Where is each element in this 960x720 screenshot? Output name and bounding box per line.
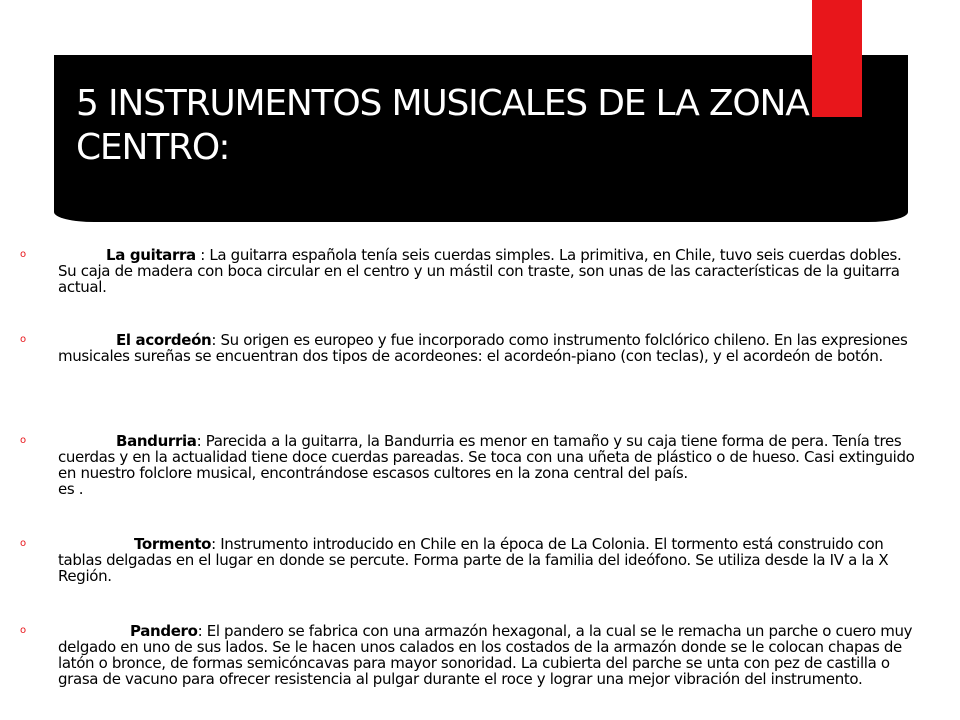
item-description: Parecida a la guitarra, la Bandurria es menor en tamaño y su caja tiene forma de pera. Tenía tres cuerdas y en la actualidad tiene doce cuerdas pareadas. Se toca con una uñeta de plástico o de hueso. Casi extinguido en nuestro folclore musical, encontrándose escasos cultores en la zona central del país. bbox=[58, 432, 915, 482]
bullet-icon: o bbox=[20, 435, 26, 446]
list-item-tormento bbox=[20, 535, 924, 585]
slide-title-line-2: CENTRO: bbox=[76, 127, 230, 168]
list-item-bandurria bbox=[20, 432, 924, 498]
slide-title-line-1: 5 INSTRUMENTOS MUSICALES DE LA ZONA bbox=[76, 83, 809, 124]
item-description: Su origen es europeo y fue incorporado como instrumento folclórico chileno. En las expresiones musicales sureñas se encuentran dos tipos de acordeones: el acordeón-piano (con teclas), y el acordeón de botón. bbox=[58, 331, 908, 365]
item-description: La guitarra española tenía seis cuerdas simples. La primitiva, en Chile, tuvo seis cuerdas dobles. Su caja de madera con boca circular en el centro y un mástil con traste, son unas de las características de la guitarra actual. bbox=[58, 246, 902, 296]
item-extra: es . bbox=[58, 480, 84, 498]
item-term: Tormento bbox=[134, 535, 212, 553]
bullet-icon: o bbox=[20, 625, 26, 636]
item-separator: : bbox=[196, 432, 206, 450]
bullet-icon: o bbox=[20, 249, 26, 260]
item-separator: : bbox=[195, 246, 210, 264]
item-term: El acordeón bbox=[116, 331, 212, 349]
list-item-guitarra bbox=[20, 246, 924, 296]
item-separator: : bbox=[211, 331, 221, 349]
slide-title bbox=[76, 82, 876, 170]
item-term: Bandurria bbox=[116, 432, 197, 450]
bullet-icon: o bbox=[20, 334, 26, 345]
list-item-pandero bbox=[20, 622, 924, 688]
bullet-icon: o bbox=[20, 538, 26, 549]
item-separator: : bbox=[197, 622, 207, 640]
item-term: Pandero bbox=[130, 622, 198, 640]
item-term: La guitarra bbox=[106, 246, 196, 264]
item-description: El pandero se fabrica con una armazón hexagonal, a la cual se le remacha un parche o cuero muy delgado en uno de sus lados. Se le hacen unos calados en los costados de la armazón donde se le colocan chapas de latón o bronce, de formas semicóncavas para mayor sonoridad. La cubierta del parche se unta con pez de castilla o grasa de vacuno para ofrecer resistencia al pulgar durante el roce y lograr una mejor vibración del instrumento. bbox=[58, 622, 913, 688]
list-item-acordeon bbox=[20, 331, 924, 365]
item-separator: : bbox=[211, 535, 221, 553]
item-description: Instrumento introducido en Chile en la época de La Colonia. El tormento está construido con tablas delgadas en el lugar en donde se percute. Forma parte de la familia del ideófono. Se utiliza desde la IV a la X Región. bbox=[58, 535, 889, 585]
